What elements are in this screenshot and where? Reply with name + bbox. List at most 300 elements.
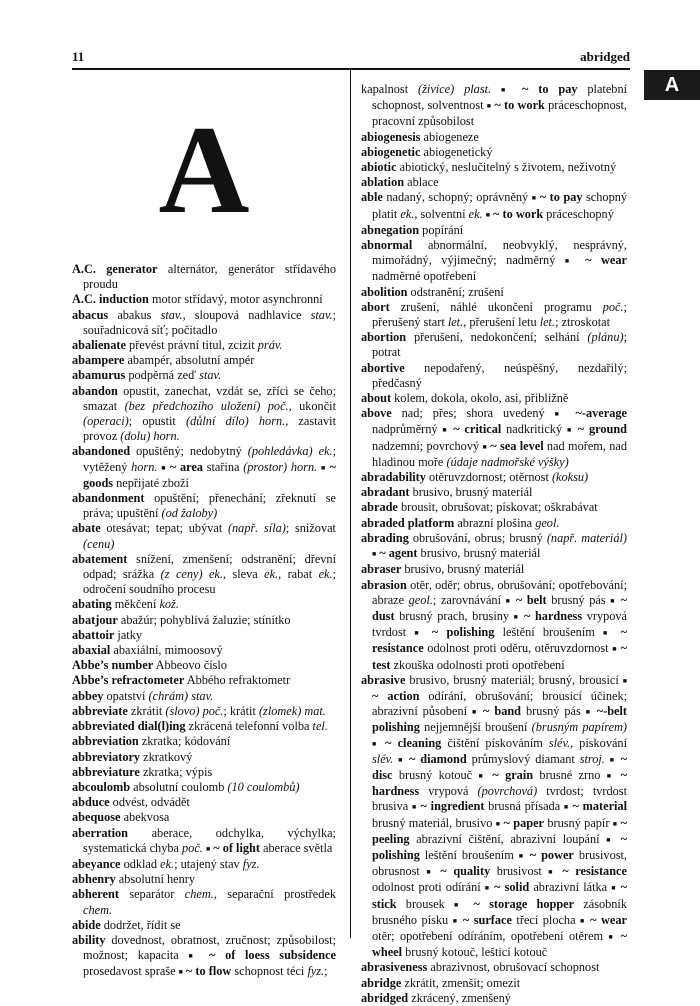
entry-text: brusivo, brusný materiál — [401, 562, 525, 577]
entry-term: ~ paper — [500, 815, 545, 830]
subentry-bullet-icon: ■ — [411, 803, 417, 812]
entry-term: above — [361, 406, 392, 421]
dictionary-entry — [361, 175, 627, 190]
subentry-bullet-icon: ■ — [564, 257, 576, 266]
entry-text: brusivost, obrusnost — [372, 847, 627, 879]
right-column — [361, 82, 627, 1006]
dictionary-entry — [72, 384, 336, 445]
entry-text: průmyslový diamant — [466, 751, 580, 766]
subentry-bullet-icon: ■ — [495, 819, 501, 828]
dictionary-entry — [72, 658, 336, 673]
entry-text: dovednost, obratnost, zručnost; způsobilost; možnost; kapacita — [83, 932, 336, 963]
entry-text: vrypová tvrdost — [372, 608, 628, 640]
entry-label: fyz. — [307, 964, 325, 979]
entry-term: abduce — [72, 795, 110, 810]
entry-text: zrušení, náhlé ukončení programu — [389, 299, 603, 314]
entry-text: Abbeovo číslo — [153, 658, 227, 673]
entry-text: brusivost — [490, 864, 549, 879]
page-number: 11 — [72, 49, 85, 64]
entry-text: , sloupová nadhlavice — [182, 307, 311, 322]
subentry-bullet-icon: ■ — [580, 916, 586, 925]
entry-term: abridged — [361, 990, 409, 1005]
subentry-bullet-icon: ■ — [442, 426, 449, 435]
entry-text: vrypová — [419, 784, 478, 799]
dictionary-entry — [361, 160, 627, 175]
entry-text: ; přerušený start — [372, 299, 627, 330]
subentry-bullet-icon: ■ — [452, 916, 459, 925]
section-letter: A — [158, 101, 250, 240]
entry-term: ~ test — [372, 641, 627, 672]
entry-label: (10 coulombů) — [227, 779, 300, 794]
entry-text: brusná přísada — [484, 799, 564, 814]
subentry-bullet-icon: ■ — [608, 932, 616, 941]
dictionary-entry — [72, 368, 336, 383]
dictionary-entry — [72, 872, 336, 887]
entry-text: nad mořem, nad hladinou moře — [372, 438, 627, 469]
entry-label: poč. — [182, 840, 203, 855]
entry-text: abrazivní čištění, abrazivní loupání — [409, 831, 607, 846]
entry-text: brusivo, brusný materiál; brusný, brousicí — [405, 672, 623, 687]
entry-term: abandon — [72, 383, 118, 398]
entry-term: ~ cleaning — [379, 735, 442, 750]
subentry-bullet-icon: ■ — [505, 596, 512, 605]
dictionary-entry — [361, 330, 627, 360]
dictionary-entry — [72, 597, 336, 612]
entry-term: ~ solid — [490, 880, 530, 895]
entry-label: geol. — [535, 515, 560, 530]
entry-label: (např. síla) — [227, 521, 286, 536]
entry-label: kož. — [159, 597, 179, 612]
entry-term: ~ band — [478, 704, 522, 719]
entry-text: kapalnost — [361, 82, 419, 96]
entry-text: ; opustit — [128, 414, 186, 429]
entry-term: ~ peeling — [372, 815, 627, 846]
entry-text: brousek — [396, 896, 454, 911]
entry-label: stav. — [160, 307, 183, 322]
entry-label: let. — [539, 315, 556, 330]
subentry-bullet-icon: ■ — [611, 884, 617, 893]
entry-term: ~ belt — [511, 592, 547, 607]
thumb-index-tab: A — [644, 70, 700, 100]
entry-text: odstranění; zrušení — [407, 284, 504, 299]
entry-text: abrazní plošina — [454, 515, 536, 530]
entry-text: ; snižovat — [285, 521, 336, 536]
entry-term: ~ surface — [458, 912, 512, 927]
entry-term: ~ sea level — [486, 438, 544, 453]
entry-label: (plánu) — [587, 330, 624, 345]
entry-term: ~ stick — [372, 880, 627, 911]
entry-text: Abbého refraktometr — [184, 673, 291, 688]
entry-text: brusný pás — [521, 704, 586, 719]
entry-text: práceschopný — [543, 206, 614, 221]
subentry-bullet-icon: ■ — [414, 629, 424, 638]
entry-text: abampér, absolutní ampér — [124, 353, 255, 368]
dictionary-entry — [361, 285, 627, 300]
entry-term: ~ dust — [372, 592, 627, 623]
entry-term: ~ goods — [83, 459, 336, 490]
entry-text: ; potrat — [372, 330, 627, 360]
entry-term: abiogenetic — [361, 144, 421, 159]
entry-label: stroj. — [579, 751, 605, 766]
entry-label: slév. — [548, 735, 571, 750]
running-head: abridged — [580, 49, 630, 64]
entry-text: ; — [324, 964, 328, 979]
entry-term: ~ ground — [572, 422, 628, 437]
dictionary-entry — [72, 719, 336, 734]
subentry-bullet-icon: ■ — [554, 410, 566, 419]
entry-term: abaxial — [72, 643, 111, 658]
entry-term: ~ quality — [433, 864, 491, 879]
dictionary-entry — [361, 960, 627, 975]
entry-text: odírání, obrušování; brousicí účinek; abrazivní působení — [372, 688, 628, 719]
entry-text: zkrácená telefonní volba — [185, 719, 313, 734]
entry-text: abakus — [108, 307, 161, 322]
entry-term: abbreviation — [72, 734, 139, 749]
entry-label: ek. — [468, 206, 483, 221]
entry-term: ~ to work — [491, 98, 545, 113]
dictionary-entry — [72, 444, 336, 491]
header-rule — [72, 68, 630, 70]
entry-text: čištění pískováním — [441, 735, 549, 750]
entry-term: abbreviatory — [72, 749, 141, 764]
entry-term: abattoir — [72, 627, 115, 642]
dictionary-entry — [72, 628, 336, 643]
entry-text: brusivo, brusný materiál — [417, 546, 541, 561]
dictionary-entry — [72, 613, 336, 628]
entry-term: abrade — [361, 500, 398, 515]
entry-text: absolutní henry — [115, 872, 195, 887]
dictionary-entry — [361, 145, 627, 160]
dictionary-entry — [361, 238, 627, 285]
entry-text: brusivo, brusný materiál — [409, 485, 533, 500]
entry-text: abrazivnost, obrušovací schopnost — [427, 960, 600, 975]
entry-label: ek. — [160, 856, 175, 871]
entry-text: nepřijaté zboží — [113, 475, 189, 490]
entry-text: prosedavost spraše — [83, 964, 179, 979]
entry-term: ~-belt polishing — [372, 704, 628, 735]
subentry-bullet-icon: ■ — [622, 676, 627, 685]
entry-term: ~ disc — [372, 751, 627, 782]
entry-text: leštění broušením — [494, 625, 604, 640]
entry-term: about — [361, 391, 392, 406]
dictionary-entry — [72, 810, 336, 825]
entry-term: ~ resistance — [372, 625, 627, 656]
entry-term: abbreviated dial(l)ing — [72, 719, 186, 734]
entry-term: abrasiveness — [361, 960, 428, 975]
dictionary-entry — [361, 991, 627, 1006]
dictionary-entry — [72, 262, 336, 292]
dictionary-entry — [72, 826, 336, 857]
entry-text: schopnost téci — [231, 964, 308, 979]
entry-term: ~ to pay — [512, 82, 578, 96]
entry-term: ~ of loess subsidence — [199, 948, 337, 963]
entry-text: ; ztroskotat — [555, 315, 611, 330]
entry-text: ; souřadnicová síť; počitadlo — [83, 307, 337, 337]
entry-term: Abbe’s number — [72, 658, 154, 673]
entry-text: alternátor, generátor střídavého proudu — [83, 262, 336, 292]
dictionary-entry — [361, 562, 627, 577]
entry-term: abnegation — [361, 222, 420, 237]
subentry-bullet-icon: ■ — [372, 739, 380, 748]
entry-term: Abbe’s refractometer — [72, 673, 185, 688]
entry-text: otěr; opotřebení odíráním, opotřebení otěrem — [372, 928, 609, 943]
entry-text: odolnost proti odírání — [372, 880, 485, 895]
dictionary-entry — [72, 780, 336, 795]
entry-label: (koksu) — [551, 470, 589, 485]
entry-term: ablation — [361, 175, 405, 190]
entry-text: měkčení — [111, 597, 160, 612]
entry-term: ~ storage hopper — [464, 896, 575, 911]
entry-text: abrazivní látka — [529, 880, 612, 895]
dictionary-entry — [361, 578, 627, 673]
dictionary-entry — [72, 918, 336, 933]
entry-label: (z ceny) ek. — [160, 567, 223, 582]
column-divider — [350, 68, 351, 938]
entry-text: absolutní coulomb — [130, 779, 228, 794]
entry-term: ~ ingredient — [416, 799, 485, 814]
subentry-bullet-icon: ■ — [398, 755, 405, 764]
subentry-bullet-icon: ■ — [426, 868, 434, 877]
entry-term: A.C. generator — [72, 262, 158, 276]
entry-label: (operaci) — [83, 414, 129, 429]
entry-term: abandonment — [72, 491, 145, 506]
subentry-bullet-icon: ■ — [161, 463, 167, 472]
dictionary-entry — [72, 704, 336, 719]
entry-term: abatement — [72, 551, 128, 566]
entry-label: (prostor) horn. — [243, 459, 318, 474]
entry-label: horn. — [131, 459, 158, 474]
entry-term: abortion — [361, 330, 407, 345]
subentry-bullet-icon: ■ — [320, 463, 326, 472]
entry-term: ~ hardness — [519, 608, 583, 623]
entry-text: obrušování, obrus; brusný — [408, 530, 547, 545]
entry-text: abnormální, neobvyklý, nesprávný, mimořádný, výjimečný; nadměrný — [372, 238, 627, 268]
entry-term: abherent — [72, 887, 119, 902]
dictionary-entry — [72, 673, 336, 688]
dictionary-entry — [361, 82, 627, 130]
entry-text: brusný materiál, brusivo — [372, 815, 496, 830]
entry-term: abridge — [361, 975, 402, 990]
entry-text: tvrdost; tvrdost brusiva — [372, 784, 627, 814]
entry-label: (např. materiál) — [546, 530, 628, 545]
entry-text: , sleva — [222, 567, 265, 582]
entry-label: (chrám) stav. — [148, 688, 214, 703]
dictionary-entry — [361, 391, 627, 406]
subentry-bullet-icon: ■ — [563, 803, 569, 812]
dictionary-entry — [72, 933, 336, 981]
entry-text: ; odročení soudního procesu — [83, 567, 336, 597]
entry-term: abraser — [361, 562, 402, 577]
dictionary-entry — [361, 500, 627, 515]
entry-label: (slovo) poč. — [165, 703, 224, 718]
entry-text: snížení, zmenšení; odstranění; dřevní odpad; srážka — [83, 551, 336, 582]
entry-term: ~ wear — [575, 253, 627, 268]
entry-text: abekvosa — [120, 810, 170, 825]
subentry-bullet-icon: ■ — [610, 596, 616, 605]
entry-label: (brusným papírem) — [531, 720, 627, 735]
subentry-bullet-icon: ■ — [478, 771, 486, 780]
entry-text: zkratka; kódování — [138, 734, 231, 749]
subentry-bullet-icon: ■ — [612, 645, 617, 654]
entry-term: ~ wear — [585, 912, 627, 927]
entry-term: ~ to flow — [182, 964, 232, 979]
entry-term: abalienate — [72, 338, 126, 353]
entry-term: abequose — [72, 810, 121, 825]
subentry-bullet-icon: ■ — [453, 900, 465, 909]
entry-text: opuštění; přenechání; zřeknutí se práva; upuštění — [83, 491, 336, 521]
entry-label: slév. — [372, 751, 394, 766]
entry-text: abiogenetický — [420, 144, 493, 159]
subentry-bullet-icon: ■ — [482, 442, 487, 451]
entry-term: abide — [72, 917, 101, 932]
entry-term: abort — [361, 299, 390, 314]
entry-text: abaxiální, mimoosový — [110, 643, 223, 658]
entry-label: (živice) plast. — [418, 82, 492, 96]
entry-text: , pískování — [570, 735, 627, 750]
entry-text: brusné zrno — [533, 767, 607, 782]
entry-label: ek. — [264, 567, 279, 582]
dictionary-entry — [72, 292, 336, 307]
entry-text: otěr, oděr; obrus, obrušování; opotřebování; abraze — [372, 577, 627, 607]
entry-label: geol. — [408, 592, 433, 607]
entry-term: ~ wheel — [372, 928, 627, 960]
entry-term: ~ polishing — [372, 831, 627, 862]
entry-text: nadzemní; povrchový — [372, 438, 483, 453]
entry-term: abradant — [361, 485, 410, 500]
entry-text: abažúr; pohyblivá žaluzie; stínítko — [117, 612, 291, 627]
dictionary-entry — [361, 300, 627, 330]
entry-text: zkratka; výpis — [139, 764, 213, 779]
entry-term: ~ critical — [448, 422, 502, 437]
dictionary-entry — [361, 531, 627, 562]
entry-text: zkratkový — [140, 749, 193, 764]
subentry-bullet-icon: ■ — [603, 629, 613, 638]
subentry-bullet-icon: ■ — [609, 755, 616, 764]
entry-text: , rabat — [278, 567, 319, 582]
dictionary-entry — [361, 130, 627, 145]
entry-text: otěruvzdornost; otěrnost — [425, 470, 552, 485]
dictionary-entry — [72, 857, 336, 872]
entry-term: ~ to pay — [536, 190, 583, 205]
subentry-bullet-icon: ■ — [513, 612, 520, 621]
entry-text: stařina — [202, 459, 244, 474]
entry-term: ~ hardness — [372, 767, 627, 799]
dictionary-entry — [72, 308, 336, 338]
entry-label: let. — [447, 315, 464, 330]
entry-text: brusný kotouč — [392, 767, 479, 782]
entry-label: (bez předchozího uložení) poč. — [124, 398, 289, 413]
entry-term: A.C. induction — [72, 292, 149, 307]
entry-text: nad; přes; shora uvedený — [391, 406, 555, 421]
entry-term: ~ diamond — [404, 751, 467, 766]
entry-label: tel. — [312, 719, 328, 734]
entry-text: leštění broušením — [419, 847, 519, 862]
entry-label: poč. — [602, 299, 624, 314]
entry-text: nadaný, schopný; oprávněný — [382, 190, 532, 205]
dictionary-entry — [361, 361, 627, 391]
entry-text: převést právní titul, zcizit — [125, 338, 258, 353]
entry-text: otesávat; tepat; ubývat — [100, 521, 228, 536]
dictionary-entry — [72, 643, 336, 658]
entry-term: abradability — [361, 470, 426, 485]
entry-term: ~ material — [568, 799, 628, 814]
entry-text: opatství — [103, 688, 149, 703]
entry-term: ~ action — [372, 688, 420, 703]
entry-label: práv. — [257, 338, 283, 353]
entry-text: zkrácený, zmenšený — [408, 990, 511, 1005]
entry-text: opuštěný; nedobytný — [130, 444, 248, 459]
entry-text: přerušení, nedokončení; selhání — [406, 330, 588, 345]
entry-text: brusný kotouč, lešticí kotouč — [402, 945, 548, 960]
dictionary-entry — [361, 485, 627, 500]
entry-label: (dolu) horn. — [120, 429, 180, 444]
entry-text: , separační prostředek — [213, 887, 336, 902]
entry-text: brousit, obrušovat; pískovat; oškrabávat — [397, 500, 598, 515]
entry-text: schopný platit — [372, 190, 628, 221]
entry-text: zkouška odolnosti proti opotřebení — [390, 657, 565, 672]
entry-term: abcoulomb — [72, 779, 131, 794]
entry-text: odklad — [120, 856, 161, 871]
dictionary-entry — [72, 750, 336, 765]
entry-term: abhenry — [72, 872, 116, 887]
subentry-bullet-icon: ■ — [205, 844, 211, 853]
entry-term: abrasive — [361, 672, 406, 687]
entry-text: ; zarovnávání — [432, 592, 506, 607]
entry-term: abraded platform — [361, 515, 455, 530]
entry-label: (povrchová) — [477, 784, 538, 799]
dictionary-entry — [361, 673, 627, 961]
subentry-bullet-icon: ■ — [518, 851, 525, 860]
subentry-bullet-icon: ■ — [485, 210, 490, 219]
entry-term: abnormal — [361, 238, 413, 253]
entry-term: ~ agent — [376, 546, 418, 561]
dictionary-entry — [72, 765, 336, 780]
subentry-bullet-icon: ■ — [585, 708, 592, 717]
entry-term: abolition — [361, 284, 408, 299]
entry-label: chem. — [184, 887, 214, 902]
entry-text: nadkritický — [501, 422, 567, 437]
entry-text: brusný papír — [544, 815, 613, 830]
entry-text: nejjemnější broušení — [419, 720, 532, 735]
subentry-bullet-icon: ■ — [566, 426, 573, 435]
dictionary-entry — [361, 516, 627, 531]
subentry-bullet-icon: ■ — [372, 550, 377, 559]
entry-term: ~ area — [166, 459, 203, 474]
entry-text: aberace světla — [259, 840, 333, 855]
dictionary-entry — [72, 552, 336, 598]
entry-text: nadměrné opotřebení — [372, 269, 477, 284]
dictionary-entry — [72, 353, 336, 368]
entry-text: opustit, zanechat, vzdát se, zříci se čeho; smazat — [83, 383, 336, 413]
entry-term: ability — [72, 932, 106, 947]
entry-text: nepodařený, neúspěšný, nezdařilý; předčasný — [372, 360, 627, 390]
entry-label: (údaje nadmořské výšky) — [446, 454, 569, 469]
entry-term: abiotic — [361, 160, 397, 175]
entry-label: (důlní dílo) horn. — [185, 414, 286, 429]
entry-term: ~ of light — [210, 840, 260, 855]
entry-text: zásobník brusného písku — [372, 896, 627, 927]
entry-label: (od žaloby) — [161, 506, 218, 521]
entry-text: brusný pás — [546, 592, 611, 607]
entry-text: nadprůměrný — [372, 422, 443, 437]
dictionary-entry — [361, 406, 627, 470]
entry-text: platební schopnost, solventnost — [372, 82, 628, 113]
entry-text: popírání — [419, 222, 464, 237]
subentry-bullet-icon: ■ — [188, 952, 200, 961]
entry-text — [491, 82, 501, 96]
entry-label: stav. — [310, 307, 333, 322]
entry-term: ~ polishing — [423, 625, 495, 640]
